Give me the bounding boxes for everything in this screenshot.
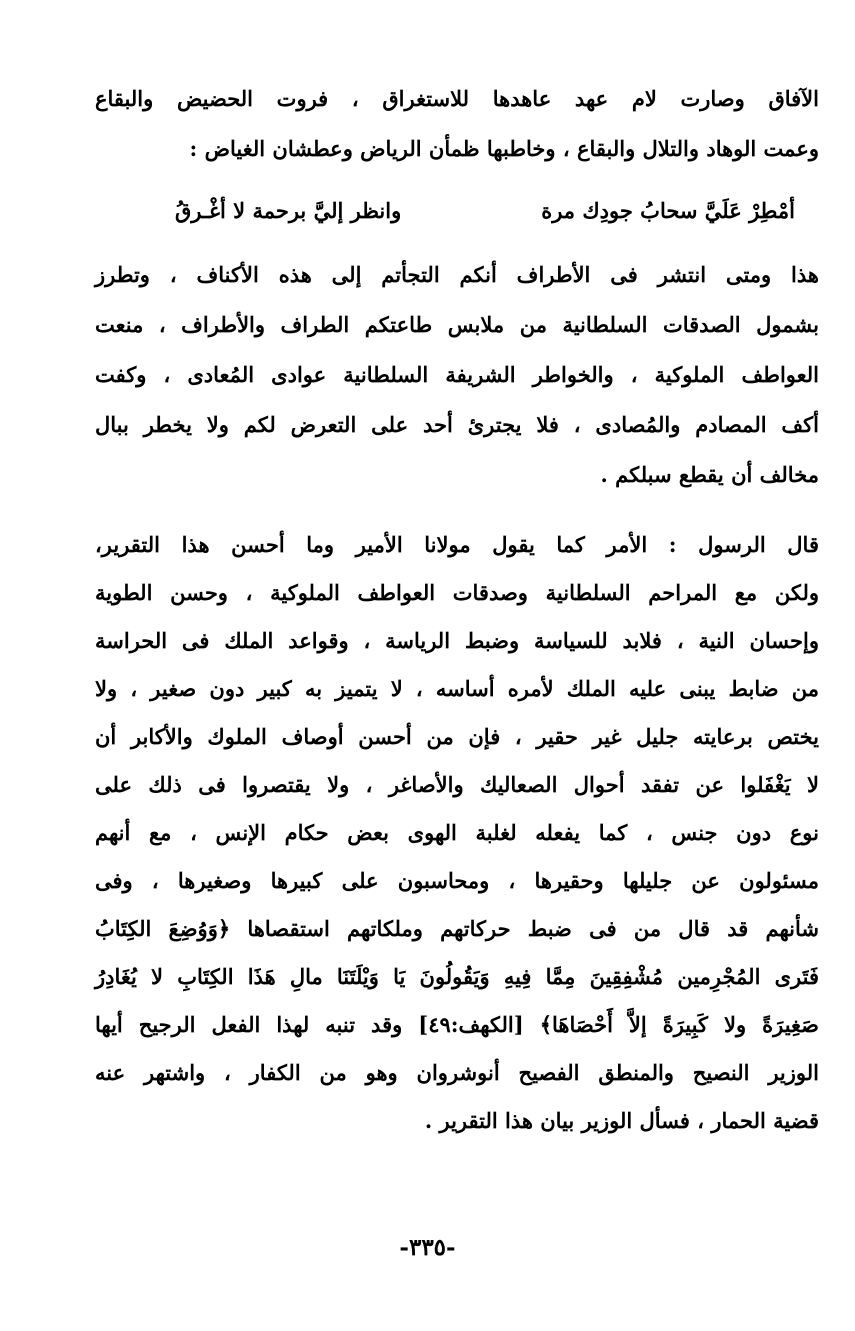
text-line: أكف المصادم والمُصادى ، فلا يجترئ أحد على التعرض لكم ولا يخطر ببال xyxy=(95,412,819,437)
text-line: هذا ومتى انتشر فى الأطراف أنكم التجأتم إلى هذه الأكناف ، وتطرز xyxy=(95,262,819,287)
verse-first-hemistich: أمْطِرْ عَلَيَّ سحابُ جودِك مرة xyxy=(541,198,795,223)
page-number: -٣٣٥- xyxy=(399,1234,456,1261)
text-line: مخالف أن يقطع سبلكم . xyxy=(600,462,819,487)
text-line: الآفاق وصارت لام عهد عاهدها للاستغراق ، فروت الحضيض والبقاع xyxy=(95,86,819,111)
text-line: العواطف الملوكية ، والخواطر الشريفة السلطانية عوادى المُعادى ، وكفت xyxy=(95,362,819,387)
text-line: ولكن مع المراحم السلطانية وصدقات العواطف الملوكية ، وحسن الطوية xyxy=(95,580,819,605)
text-line: وإحسان النية ، فلابد للسياسة وضبط الرياسة ، وقواعد الملك فى الحراسة xyxy=(95,628,819,653)
quran-text-line: فَتَرى المُجْرِمين مُشْفِقِينَ مِمَّا فِيهِ وَيَقُولُونَ يَا وَيْلَتَنَا مالِ هَذَا الكِتَابِ لا يُغَادِرُ xyxy=(95,964,819,989)
text-line: يختص برعايته جليل غير حقير ، فإن من أحسن أوصاف الملوك والأكابر أن xyxy=(95,724,819,749)
text-line: قال الرسول : الأمر كما يقول مولانا الأمير وما أحسن هذا التقرير، xyxy=(95,532,819,557)
text-line: قضية الحمار ، فسأل الوزير بيان هذا التقرير . xyxy=(424,1108,819,1133)
text-line: من ضابط يبنى عليه الملك لأمره أساسه ، لا يتميز به كبير دون صغير ، ولا xyxy=(95,676,819,701)
text-line: نوع دون جنس ، كما يفعله لغلبة الهوى بعض حكام الإنس ، مع أنهم xyxy=(95,820,819,845)
text-line: الوزير النصيح والمنطق الفصيح أنوشروان وهو من الكفار ، واشتهر عنه xyxy=(95,1060,819,1085)
text-line: وعمت الوهاد والتلال والبقاع ، وخاطبها ظمأن الرياض وعطشان الغياض : xyxy=(189,136,819,161)
text-line: بشمول الصدقات السلطانية من ملابس طاعتكم الطراف والأطراف ، منعت xyxy=(95,312,819,337)
text-line: لا يَغْفَلوا عن تفقد أحوال الصعاليك والأصاغر ، ولا يقتصروا فى ذلك على xyxy=(95,772,819,797)
text-line: مسئولون عن جليلها وحقيرها ، ومحاسبون على كبيرها وصغيرها ، وفى xyxy=(95,868,819,893)
quran-text-line: شأنهم قد قال من فى ضبط حركاتهم وملكاتهم استقصاها ﴿وَوُضِعَ الكِتَابُ xyxy=(95,916,819,941)
verse-second-hemistich: وانظر إليَّ برحمة لا أغْـرقُ xyxy=(175,198,402,223)
quran-text-line: صَغِيرَةً ولا كَبِيرَةً إلاَّ أَحْصَاهَا﴾ [الكهف:٤٩] وقد تنبه لهذا الفعل الرجيح أيها xyxy=(95,1012,819,1037)
